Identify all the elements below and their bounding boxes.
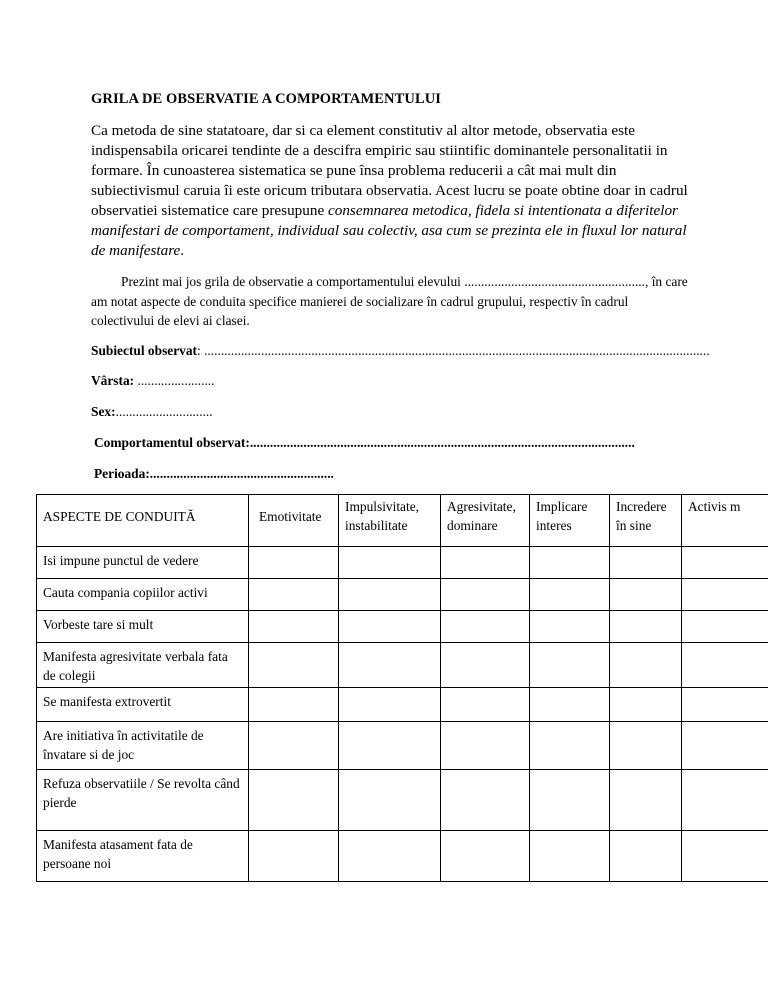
grid-cell[interactable]	[682, 770, 768, 831]
grid-header-col: Activis m	[682, 495, 768, 547]
second-paragraph	[91, 272, 691, 331]
period-field[interactable]: Perioada:.......................................................	[94, 466, 334, 481]
grid-header-aspects: ASPECTE DE CONDUITĂ	[37, 495, 249, 547]
grid-header-row	[37, 495, 768, 547]
grid-header-col: Incredere în sine	[610, 495, 682, 547]
grid-cell[interactable]	[249, 831, 339, 882]
age-label: Vârsta:	[91, 373, 135, 388]
grid-cell[interactable]	[530, 688, 610, 722]
grid-cell[interactable]	[249, 722, 339, 770]
observation-grid	[36, 494, 768, 882]
intro-italic-text: consemnarea metodica, fidela si intentionata a diferitelor manifestari de comportament, individual sau colectiv, asa cum se prezinta ele in fluxul lor natural de manifestare	[91, 202, 687, 259]
grid-cell[interactable]	[682, 611, 768, 643]
grid-cell[interactable]	[249, 579, 339, 611]
sex-blank: .............................	[115, 404, 213, 419]
grid-cell[interactable]	[339, 831, 441, 882]
subject-field[interactable]	[91, 343, 710, 359]
grid-header-col: Impulsivitate, instabilitate	[339, 495, 441, 547]
grid-cell[interactable]	[682, 547, 768, 579]
row-label: Isi impune punctul de vedere	[37, 547, 249, 579]
table-row	[37, 643, 768, 688]
behavior-field[interactable]: Comportamentul observat:...................................................................................................................	[94, 435, 635, 450]
grid-cell[interactable]	[441, 770, 530, 831]
table-row	[37, 688, 768, 722]
grid-cell[interactable]	[530, 611, 610, 643]
grid-cell[interactable]	[530, 579, 610, 611]
table-row	[37, 611, 768, 643]
grid-cell[interactable]	[610, 831, 682, 882]
sex-label: Sex:	[91, 404, 116, 419]
row-label: Vorbeste tare si mult	[37, 611, 249, 643]
grid-cell[interactable]	[339, 579, 441, 611]
table-row	[37, 722, 768, 770]
grid-cell[interactable]	[610, 722, 682, 770]
grid-cell[interactable]	[441, 643, 530, 688]
grid-cell[interactable]	[339, 611, 441, 643]
grid-cell[interactable]	[441, 611, 530, 643]
grid-header-col: Implicare interes	[530, 495, 610, 547]
intro-paragraph	[91, 121, 691, 261]
table-row	[37, 770, 768, 831]
grid-cell[interactable]	[339, 643, 441, 688]
grid-cell[interactable]	[441, 688, 530, 722]
table-row	[37, 579, 768, 611]
grid-cell[interactable]	[682, 643, 768, 688]
grid-cell[interactable]	[339, 722, 441, 770]
table-row	[37, 831, 768, 882]
second-paragraph-text: Prezint mai jos grila de observatie a comportamentului elevului ......................................................, în care am notat aspecte de conduita specifice manierei de socializare în cadrul grupului, respectiv în cadrul colectivului de elevi ai clasei.	[91, 274, 688, 328]
grid-cell[interactable]	[339, 547, 441, 579]
row-label: Manifesta agresivitate verbala fata de colegii	[37, 643, 249, 688]
row-label: Manifesta atasament fata de persoane noi	[37, 831, 249, 882]
grid-cell[interactable]	[530, 722, 610, 770]
grid-cell[interactable]	[441, 722, 530, 770]
grid-cell[interactable]	[339, 688, 441, 722]
grid-cell[interactable]	[249, 643, 339, 688]
row-label: Cauta compania copiilor activi	[37, 579, 249, 611]
grid-cell[interactable]	[249, 770, 339, 831]
grid-cell[interactable]	[441, 831, 530, 882]
grid-cell[interactable]	[682, 722, 768, 770]
grid-cell[interactable]	[249, 611, 339, 643]
grid-cell[interactable]	[682, 688, 768, 722]
age-field[interactable]	[91, 373, 214, 389]
grid-header-col: Emotivitate	[249, 495, 339, 547]
subject-blank: : .......................................................................................................................................................	[197, 343, 710, 358]
row-label: Are initiativa în activitatile de învatare si de joc	[37, 722, 249, 770]
row-label: Se manifesta extrovertit	[37, 688, 249, 722]
grid-cell[interactable]	[610, 643, 682, 688]
grid-cell[interactable]	[530, 643, 610, 688]
grid-cell[interactable]	[530, 831, 610, 882]
table-row	[37, 547, 768, 579]
intro-text: Ca metoda de sine statatoare, dar si ca element constitutiv al altor metode, observatia este indispensabila oricarei tendinte de a descifra empiric sau stiintific dominantele personalitatii in formare. În cunoasterea sistematica se pune însa problema reducerii a cât mai mult din subiectivismul caruia îi este oricum tributara observatia. Acest lucru se poate obtine doar in cadrul observatiei sistematice care presupune	[91, 122, 688, 219]
sex-field[interactable]	[91, 404, 213, 420]
grid-header-col: Agresivitate, dominare	[441, 495, 530, 547]
grid-cell[interactable]	[682, 831, 768, 882]
grid-cell[interactable]	[682, 579, 768, 611]
row-label: Refuza observatiile / Se revolta când pierde	[37, 770, 249, 831]
grid-cell[interactable]	[610, 770, 682, 831]
grid-cell[interactable]	[339, 770, 441, 831]
age-blank: .......................	[134, 373, 215, 388]
intro-end: .	[180, 242, 185, 259]
grid-cell[interactable]	[610, 547, 682, 579]
grid-cell[interactable]	[441, 547, 530, 579]
grid-cell[interactable]	[441, 579, 530, 611]
grid-cell[interactable]	[530, 547, 610, 579]
grid-cell[interactable]	[249, 688, 339, 722]
grid-cell[interactable]	[610, 579, 682, 611]
grid-cell[interactable]	[530, 770, 610, 831]
grid-cell[interactable]	[610, 688, 682, 722]
grid-cell[interactable]	[249, 547, 339, 579]
subject-label: Subiectul observat	[91, 343, 198, 358]
page-title: GRILA DE OBSERVATIE A COMPORTAMENTULUI	[91, 91, 442, 107]
grid-cell[interactable]	[610, 611, 682, 643]
